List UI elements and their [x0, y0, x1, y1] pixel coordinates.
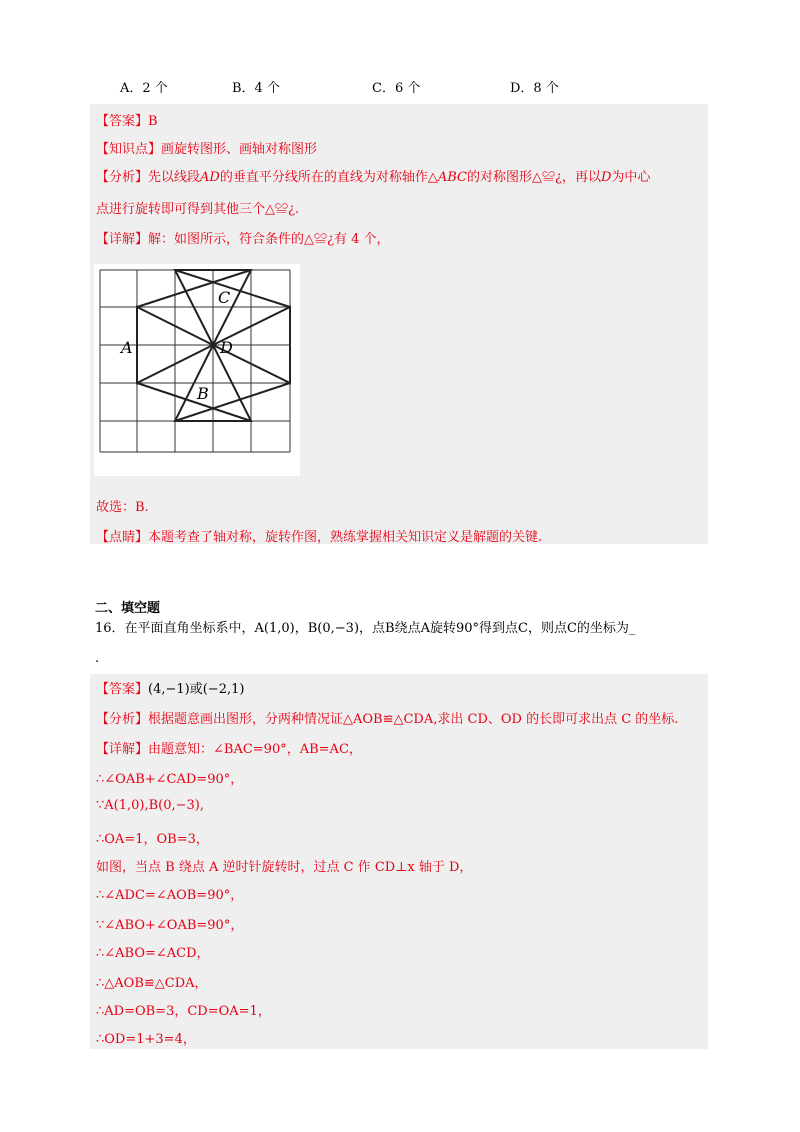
q16-line-8: ∴△AOB≌△CDA， [96, 976, 208, 991]
grid-figure-svg [94, 264, 300, 476]
answer-label: 【答案】 [96, 682, 149, 697]
q16-line-5: ∴∠ADC=∠AOB=90°， [96, 888, 244, 903]
option-c: C．6 个 [372, 81, 421, 96]
math-ad: AD [200, 170, 220, 185]
analysis-text-2: 的垂直平分线所在的直线为对称轴作 [219, 170, 428, 185]
q15-knowledge: 【知识点】画旋转图形、画轴对称图形 [96, 142, 318, 157]
option-d: D．8 个 [510, 81, 559, 96]
q16-line-10: ∴OD=1+3=4， [96, 1032, 196, 1047]
q16-line-4: 如图，当点 B 绕点 A 逆时针旋转时，过点 C 作 CD⊥x 轴于 D， [96, 860, 473, 875]
q15-comment: 【点睛】本题考查了轴对称，旋转作图，熟练掌握相关知识定义是解题的关键. [96, 530, 543, 545]
q15-answer: 【答案】B [96, 114, 158, 129]
q16-question-end: . [95, 651, 100, 666]
label-c: C [218, 288, 231, 307]
label-d: D [220, 338, 233, 357]
q16-line-3: ∴OA=1，OB=3， [96, 832, 209, 847]
answer-options [120, 77, 680, 99]
grid-figure [94, 264, 300, 476]
math-abc: △ABC [427, 170, 467, 185]
label-a: A [121, 338, 133, 357]
analysis-text-3: 的对称图形△≌¿，再以 [466, 170, 601, 185]
analysis-text-1: 【分析】先以线段 [96, 170, 201, 185]
answer-value: (4,−1)或(−2,1) [148, 682, 245, 697]
q16-analysis: 【分析】根据题意画出图形，分两种情况证△AOB≌△CDA,求出 CD、OD 的长即可求出点 C 的坐标. [96, 712, 679, 727]
math-d: D [600, 170, 612, 185]
label-b: B [197, 384, 209, 403]
q16-line-1: ∴∠OAB+∠CAD=90°， [96, 772, 244, 787]
q15-detail: 【详解】解：如图所示，符合条件的△≌¿有 4 个， [96, 232, 390, 247]
q16-line-2: ∵A(1,0),B(0,−3), [96, 798, 205, 813]
q16-line-7: ∴∠ABO=∠ACD， [96, 946, 210, 961]
q15-analysis-line2: 点进行旋转即可得到其他三个△≌¿. [96, 202, 300, 217]
option-a: A．2 个 [120, 81, 168, 96]
q16-line-6: ∵∠ABO+∠OAB=90°， [96, 918, 244, 933]
q15-analysis-line1 [96, 166, 650, 185]
option-b: B．4 个 [232, 81, 280, 96]
q15-choice: 故选：B. [96, 500, 149, 515]
q16-line-0: 【详解】由题意知：∠BAC=90°，AB=AC， [96, 742, 362, 757]
q16-question: 16．在平面直角坐标系中，A(1,0)，B(0,−3)，点B绕点A旋转90°得到点C，则点C的坐标为_ [95, 621, 636, 636]
analysis-text-4: 为中心 [611, 170, 651, 185]
q16-line-9: ∴AD=OB=3，CD=OA=1， [96, 1004, 271, 1019]
section-title: 二、填空题 [95, 601, 161, 616]
q16-solution-box [90, 674, 708, 1049]
q16-answer [96, 678, 244, 697]
